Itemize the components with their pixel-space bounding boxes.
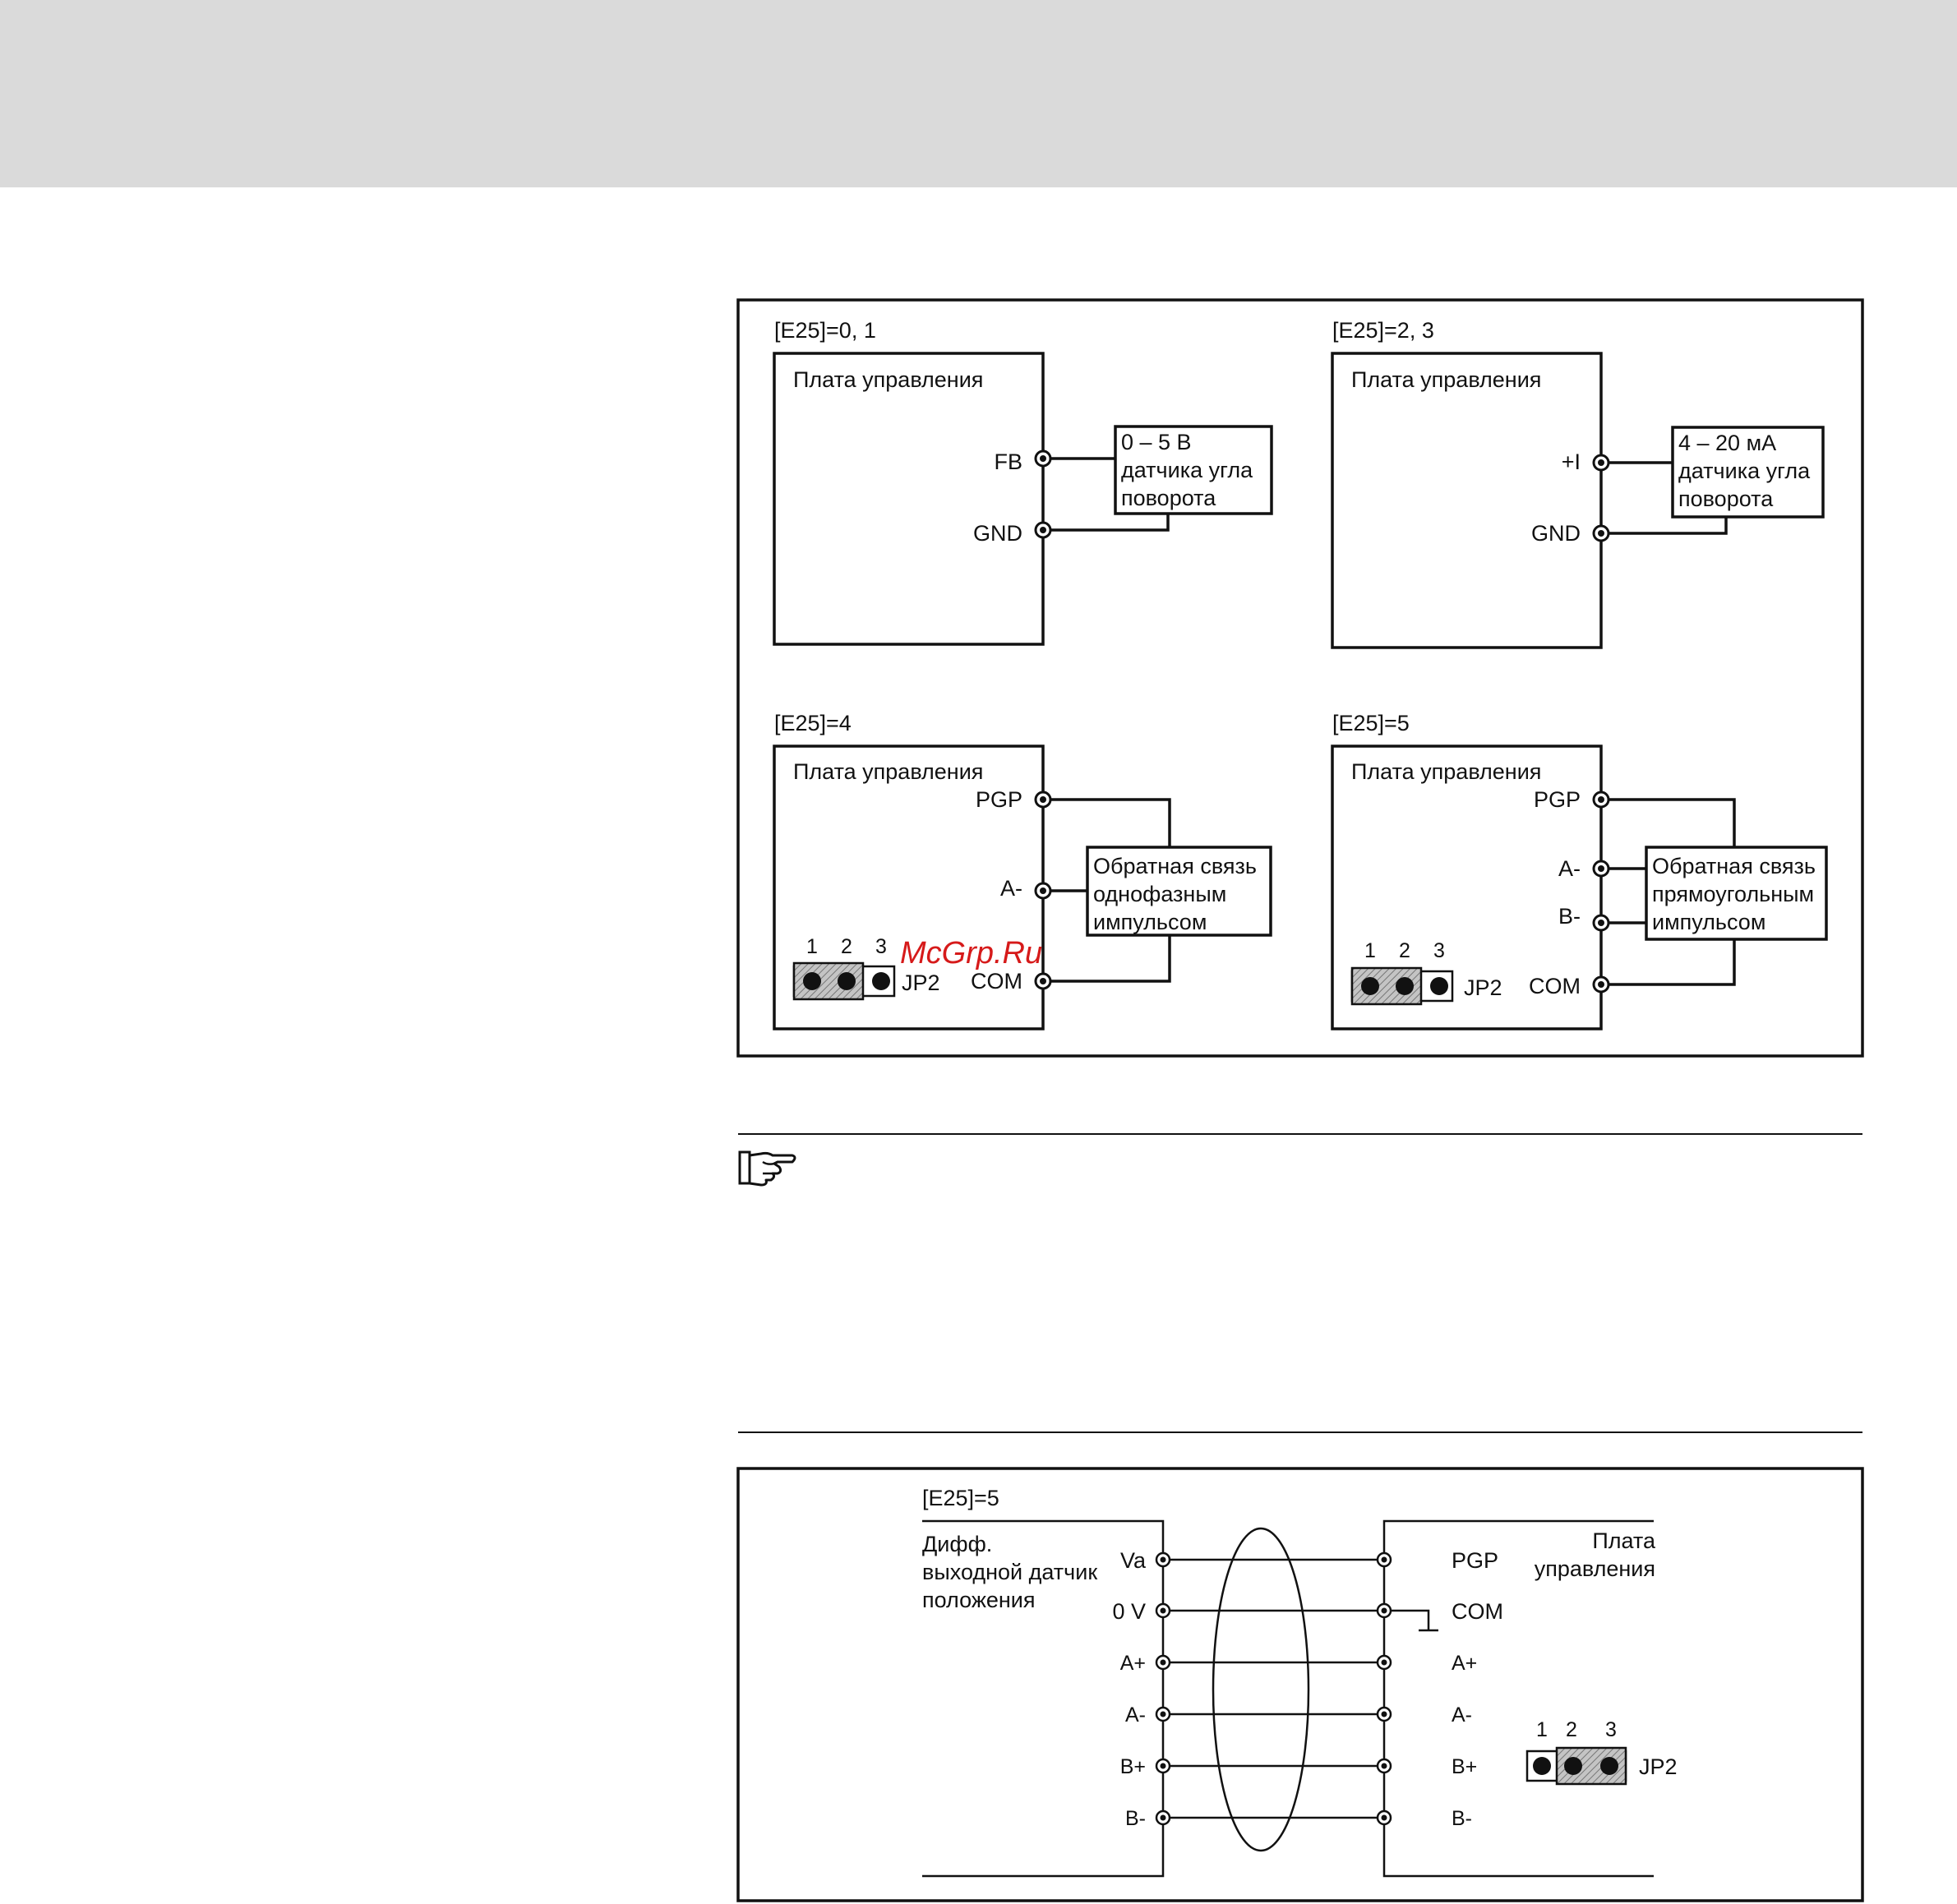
left-terminal-a-minus — [1156, 1708, 1170, 1721]
right-terminal-a-minus-label: A- — [1452, 1703, 1472, 1727]
terminal-pgp-label: PGP — [1533, 787, 1581, 812]
jumper-pin-2-label: 2 — [1566, 1718, 1577, 1741]
terminal-b-minus — [1594, 915, 1609, 930]
terminal-a-minus-label: A- — [1558, 856, 1581, 881]
control-board — [774, 353, 1043, 644]
jumper-jp2 — [1527, 1718, 1678, 1784]
right-terminal-b-minus-label: B- — [1452, 1807, 1472, 1830]
feedback-line-3: импульсом — [1652, 910, 1766, 934]
left-terminal-a-plus-label: A+ — [1119, 1652, 1146, 1675]
feedback-line-2: прямоугольным — [1652, 882, 1815, 906]
terminal-a-minus-label: A- — [1000, 876, 1022, 901]
panel-e25-0-1 — [774, 318, 1272, 644]
sensor-line-3: поворота — [1121, 486, 1216, 510]
right-terminal-com-label: COM — [1452, 1599, 1503, 1624]
terminal-gnd-label: GND — [973, 521, 1022, 546]
panel-e25-4 — [774, 711, 1271, 1029]
terminal-plus-i-label: +I — [1561, 449, 1581, 474]
jumper-pin-2-label: 2 — [1399, 939, 1410, 962]
board-label: Плата управления — [793, 367, 984, 392]
terminal-com-label: COM — [971, 969, 1022, 993]
terminal-fb — [1036, 451, 1050, 466]
left-terminal-b-plus — [1156, 1759, 1170, 1773]
jumper-label: JP2 — [1639, 1754, 1678, 1779]
terminal-com — [1594, 977, 1609, 992]
jumper-pin-1-label: 1 — [1364, 939, 1376, 962]
jumper-pin-2-label: 2 — [841, 935, 852, 958]
left-terminal-0v-label: 0 V — [1112, 1599, 1146, 1624]
wire-pgp — [1043, 800, 1170, 847]
left-terminal-b-minus — [1156, 1811, 1170, 1824]
terminal-pgp — [1594, 792, 1609, 807]
jumper-pin-3-label: 3 — [1433, 939, 1445, 962]
wire-pgp — [1601, 800, 1734, 847]
figure-frame-bottom — [738, 1468, 1862, 1901]
jumper-pin-1-label: 1 — [1536, 1718, 1548, 1741]
panel-e25-5 — [1332, 711, 1826, 1029]
terminal-b-minus-label: B- — [1558, 904, 1581, 929]
sensor-line-2: датчика угла — [1121, 458, 1253, 482]
right-terminal-b-plus-label: B+ — [1452, 1755, 1478, 1778]
left-terminal-a-minus-label: A- — [1125, 1703, 1146, 1727]
panel-title: [E25]=5 — [1332, 711, 1410, 735]
sensor-line-2: датчика угла — [1678, 459, 1811, 483]
terminal-pgp — [1036, 792, 1050, 807]
terminal-a-minus — [1036, 883, 1050, 898]
feedback-line-3: импульсом — [1093, 910, 1207, 934]
sensor-line-1: 0 – 5 В — [1121, 430, 1192, 454]
terminal-com — [1036, 974, 1050, 989]
left-terminal-va-label: Va — [1119, 1548, 1146, 1573]
terminal-com-label: COM — [1529, 974, 1581, 998]
board-label: Плата управления — [793, 759, 984, 784]
right-terminal-pgp-label: PGP — [1452, 1548, 1499, 1573]
watermark: McGrp.Ru — [900, 936, 1043, 970]
wire-gnd — [1043, 514, 1168, 530]
terminal-gnd-label: GND — [1531, 521, 1581, 546]
terminal-fb-label: FB — [994, 449, 1022, 474]
terminal-a-minus — [1594, 861, 1609, 876]
left-terminal-a-plus — [1156, 1656, 1170, 1669]
terminal-gnd — [1594, 526, 1609, 541]
panel-e25-2-3 — [1332, 318, 1823, 648]
bottom-title: [E25]=5 — [922, 1486, 999, 1510]
terminal-pgp-label: PGP — [975, 787, 1022, 812]
left-terminal-va — [1156, 1553, 1170, 1566]
cable-shield — [1213, 1528, 1309, 1851]
jumper-pin-3-label: 3 — [1605, 1718, 1617, 1741]
control-board — [1332, 353, 1601, 648]
right-terminal-com — [1378, 1604, 1391, 1617]
sensor-line-1: Дифф. — [922, 1532, 993, 1556]
board-line-1: Плата — [1592, 1528, 1655, 1553]
panel-title: [E25]=0, 1 — [774, 318, 876, 343]
wire-com — [1043, 935, 1170, 981]
wire-com — [1601, 939, 1734, 984]
board-line-2: управления — [1534, 1556, 1655, 1581]
jumper-jp2 — [1352, 939, 1502, 1004]
feedback-line-1: Обратная связь — [1652, 854, 1816, 878]
board-label: Плата управления — [1351, 759, 1542, 784]
jumper-pin-3-label: 3 — [875, 935, 887, 958]
differential-sensor-diagram — [922, 1486, 1678, 1876]
left-terminal-0v — [1156, 1604, 1170, 1617]
jumper-label: JP2 — [902, 970, 940, 995]
sensor-line-3: положения — [922, 1588, 1036, 1612]
panel-title: [E25]=2, 3 — [1332, 318, 1434, 343]
terminal-gnd — [1036, 523, 1050, 537]
left-terminal-b-minus-label: B- — [1125, 1807, 1146, 1830]
right-terminal-a-minus — [1378, 1708, 1391, 1721]
sensor-line-3: поворота — [1678, 486, 1774, 511]
terminal-plus-i — [1594, 455, 1609, 470]
right-terminal-a-plus — [1378, 1656, 1391, 1669]
board-label: Плата управления — [1351, 367, 1542, 392]
right-terminal-b-plus — [1378, 1759, 1391, 1773]
right-terminal-a-plus-label: A+ — [1452, 1652, 1478, 1675]
wire-gnd — [1601, 517, 1726, 533]
right-terminal-b-minus — [1378, 1811, 1391, 1824]
jumper-label: JP2 — [1464, 975, 1502, 1000]
panel-title: [E25]=4 — [774, 711, 852, 735]
sensor-line-2: выходной датчик — [922, 1560, 1098, 1584]
feedback-line-1: Обратная связь — [1093, 854, 1257, 878]
jumper-pin-1-label: 1 — [806, 935, 818, 958]
pointing-hand-icon — [740, 1152, 795, 1185]
right-terminal-pgp — [1378, 1553, 1391, 1566]
feedback-line-2: однофазным — [1093, 882, 1227, 906]
sensor-line-1: 4 – 20 мА — [1678, 431, 1777, 455]
left-terminal-b-plus-label: B+ — [1119, 1755, 1146, 1778]
